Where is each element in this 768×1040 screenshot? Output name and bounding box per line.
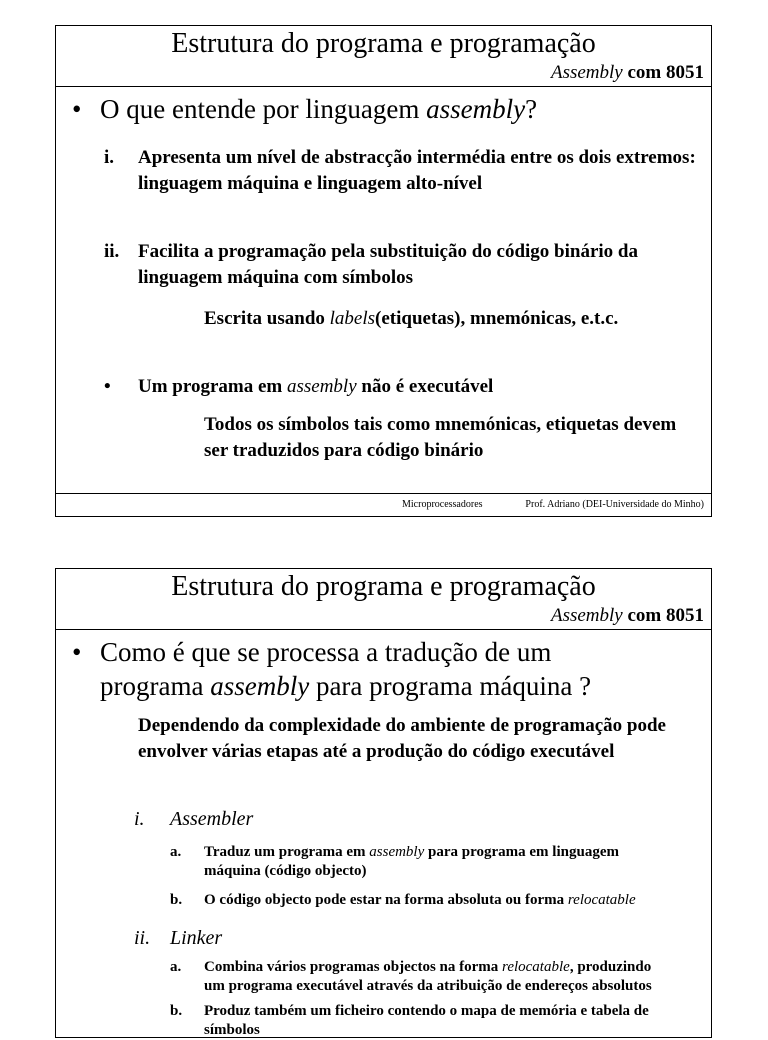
step-2-marker: ii. <box>134 927 151 949</box>
bullet-3-text <box>138 374 698 400</box>
detail-text: Escrita usando <box>204 308 330 329</box>
step-2-b-text: Produz também um ficheiro contendo o mapa de memória e tabela de símbolos <box>204 1003 649 1038</box>
slide-2 <box>55 568 712 1038</box>
main-question-pre: programa <box>100 671 211 701</box>
slide-subtitle <box>551 606 704 626</box>
bullet-3-em: assembly <box>286 376 357 397</box>
step-1-a-pre: Traduz um programa em <box>204 844 370 860</box>
item-2-detail <box>204 306 704 332</box>
slide-subtitle <box>551 63 704 83</box>
step-1-b-text <box>204 891 704 910</box>
step-2-b-marker: b. <box>170 1003 183 1019</box>
step-1-a-text <box>204 843 674 881</box>
step-2-a-pre: Combina vários programas objectos na forma <box>204 959 503 975</box>
subtitle-em: Assembly <box>550 605 623 626</box>
main-question <box>100 93 700 126</box>
main-question-line-2 <box>100 670 700 703</box>
step-2-a-post: , produzindo um programa executável através da atribuição de endereços absolutos <box>204 959 652 994</box>
step-2-label: Linker <box>170 927 223 949</box>
step-2-a-marker: a. <box>170 959 182 975</box>
step-1-marker: i. <box>134 808 145 830</box>
item-2-text: Facilita a programação pela substituição do código binário da linguagem máquina com símbolos <box>138 241 639 288</box>
bullet-3-post: não é executável <box>356 376 494 397</box>
intro-paragraph: Dependendo da complexidade do ambiente de programação pode envolver várias etapas até a produção do código executável <box>138 715 666 762</box>
main-question-post: para programa máquina ? <box>309 671 592 701</box>
step-2-a-text <box>204 958 674 996</box>
slide-1 <box>55 25 712 517</box>
item-2-marker: ii. <box>104 241 120 262</box>
step-1-label: Assembler <box>170 808 254 830</box>
main-question-end: ? <box>525 94 538 124</box>
slide-header <box>56 569 711 630</box>
subtitle-rest: com 8051 <box>622 605 704 626</box>
detail-text-end: (etiquetas), mnemónicas, e.t.c. <box>375 308 619 329</box>
step-2-a-em: relocatable <box>502 959 570 975</box>
step-1-b-marker: b. <box>170 892 183 908</box>
main-question-em: assembly <box>426 94 526 124</box>
subtitle-rest: com 8051 <box>622 62 704 83</box>
main-question-line-1: Como é que se processa a tradução de um <box>100 637 552 667</box>
item-1-marker: i. <box>104 147 115 168</box>
main-question-em: assembly <box>210 671 310 701</box>
item-1-text: Apresenta um nível de abstracção intermédia entre os dois extremos: linguagem máquina e linguagem alto-nível <box>138 147 696 194</box>
step-1-b-em: relocatable <box>567 892 636 908</box>
detail-em: labels <box>329 308 376 329</box>
footer-professor: Prof. Adriano (DEI-Universidade do Minho) <box>525 499 704 510</box>
slide-title: Estrutura do programa e programação <box>171 571 596 602</box>
step-1-b-pre: O código objecto pode estar na forma absoluta ou forma <box>204 892 568 908</box>
bullet-3-pre: Um programa em <box>138 376 287 397</box>
slide-title: Estrutura do programa e programação <box>171 28 596 59</box>
main-bullet-marker: • <box>72 637 82 667</box>
step-1-a-em: assembly <box>369 844 425 860</box>
step-1-a-post: para programa em linguagem máquina (código objecto) <box>204 844 619 879</box>
footer-course: Microprocessadores <box>402 499 483 510</box>
bullet-3-detail: Todos os símbolos tais como mnemónicas, etiquetas devem ser traduzidos para código binário <box>204 414 677 461</box>
main-bullet-marker: • <box>72 94 82 124</box>
bullet-3-marker: • <box>104 376 111 397</box>
slide-footer <box>56 493 711 516</box>
step-1-a-marker: a. <box>170 844 182 860</box>
slide-header <box>56 26 711 87</box>
main-question-text: O que entende por linguagem <box>100 94 427 124</box>
subtitle-em: Assembly <box>550 62 623 83</box>
